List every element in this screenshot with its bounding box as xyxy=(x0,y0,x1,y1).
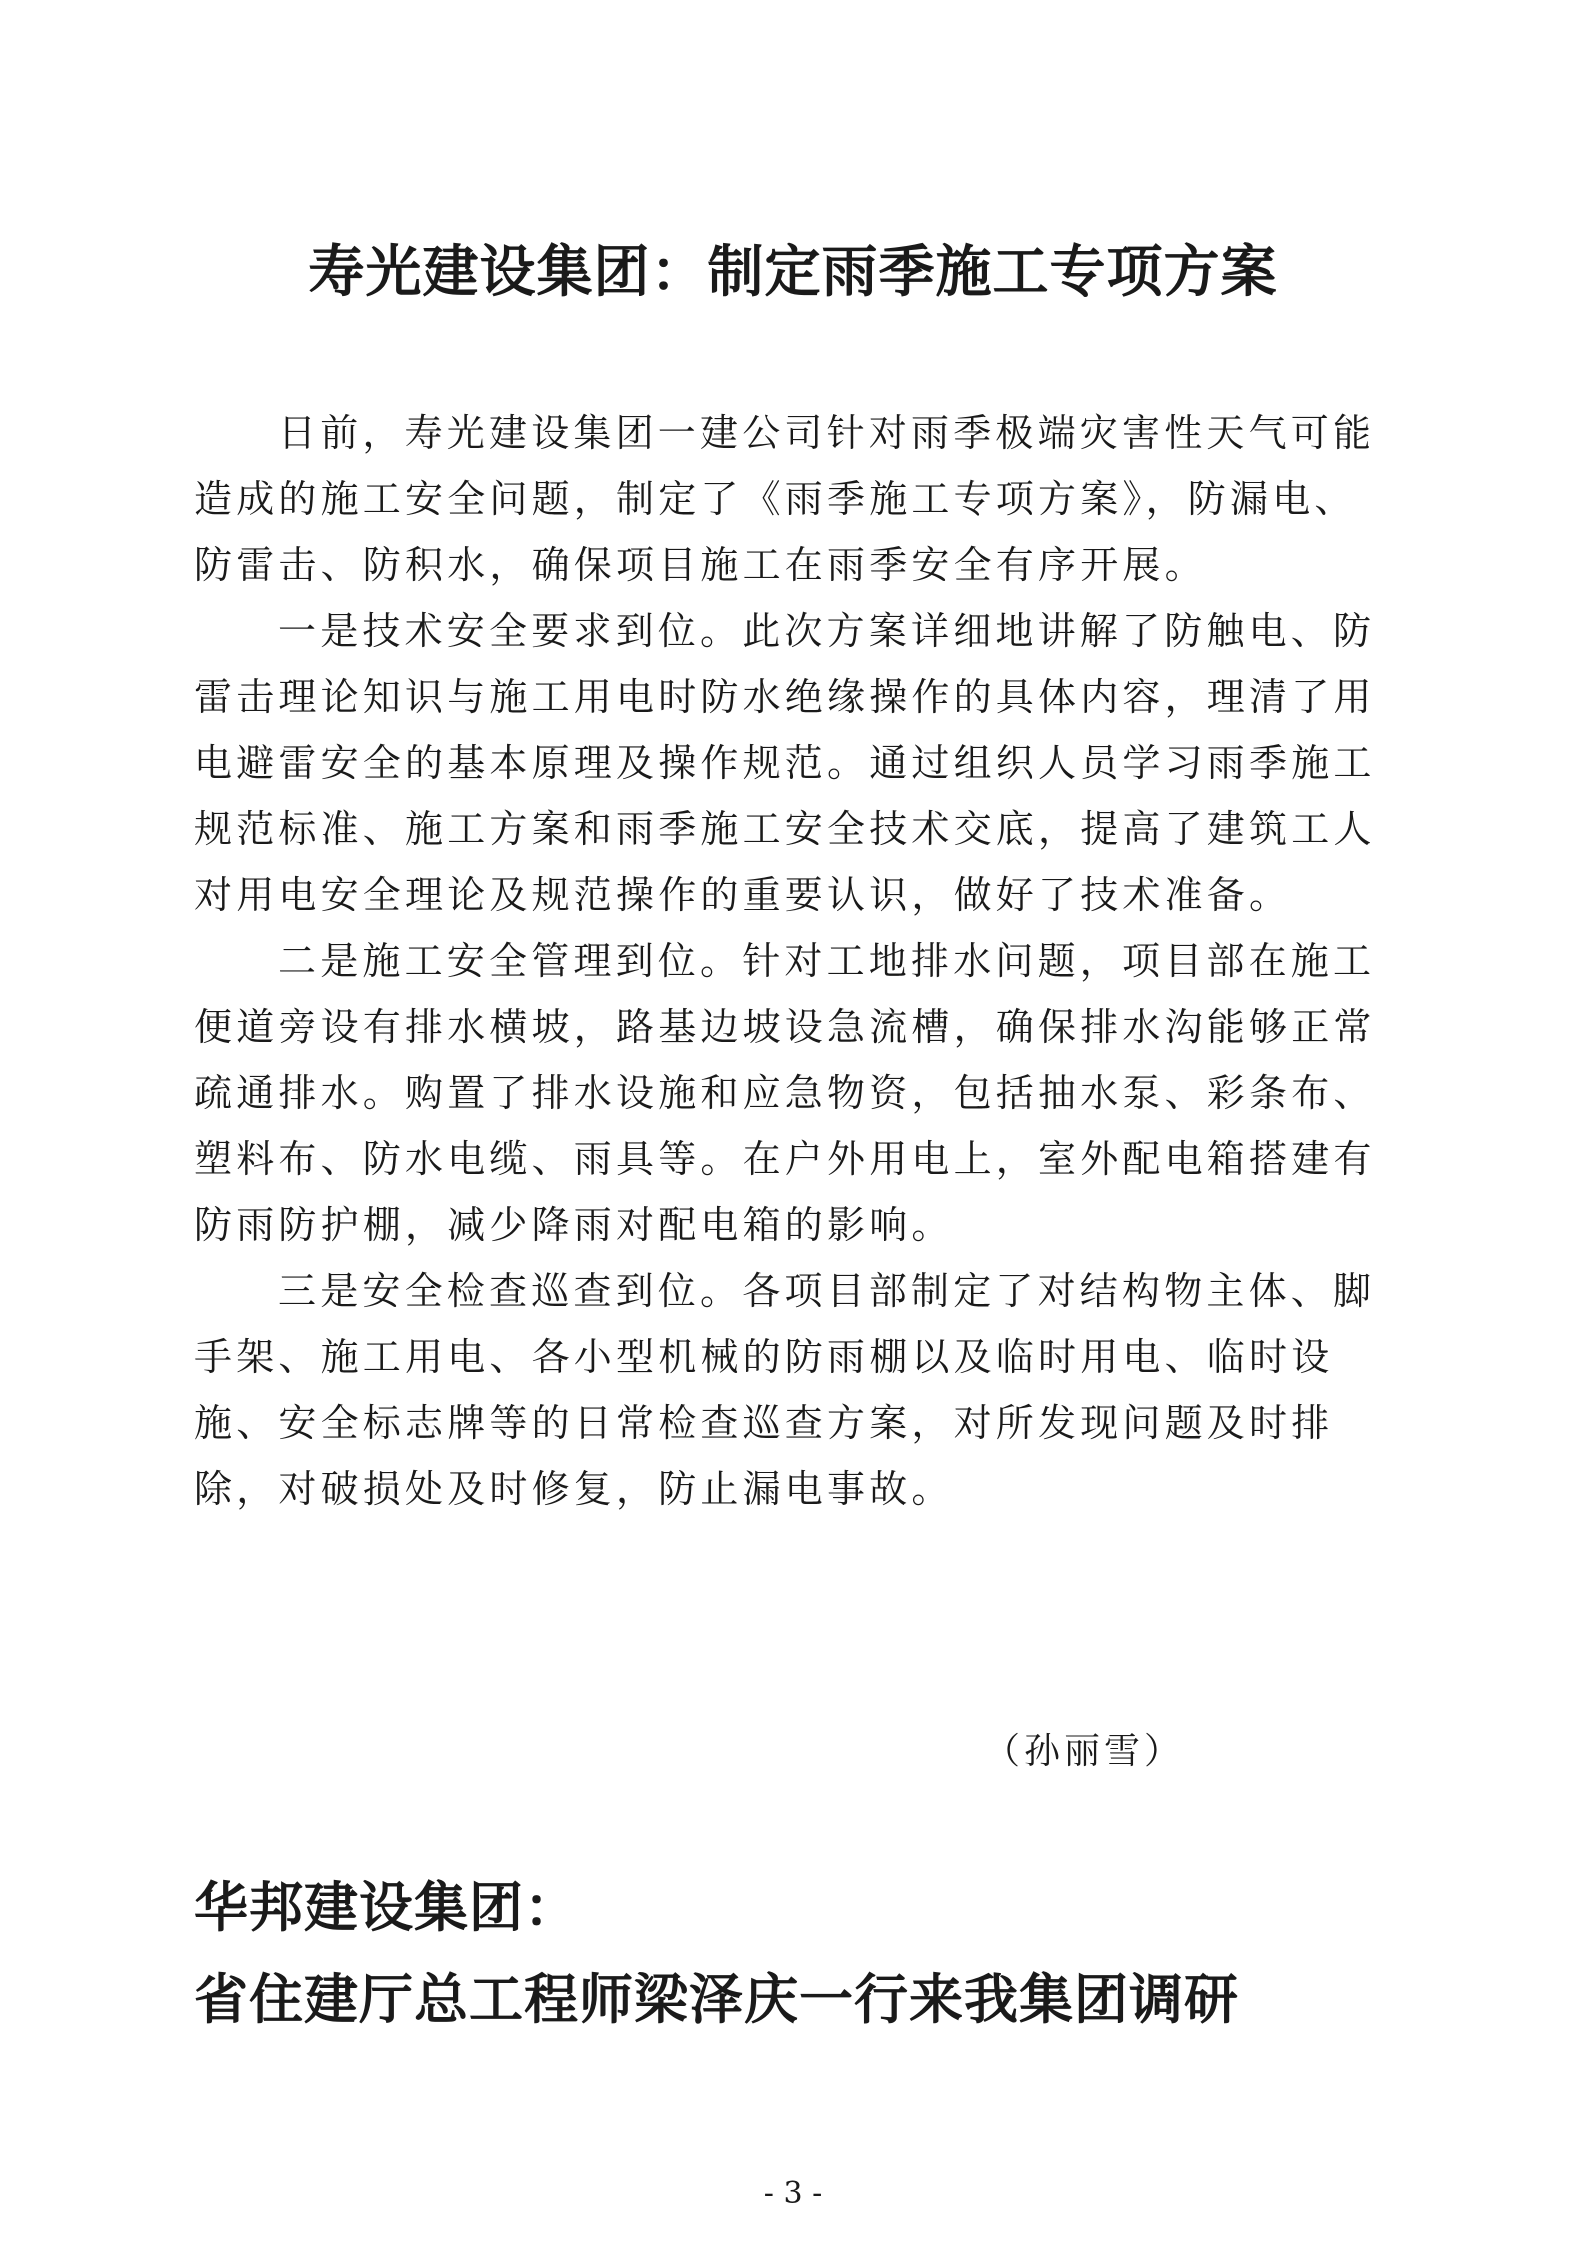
paragraph-technical-safety xyxy=(194,598,1394,928)
paragraph-inspection xyxy=(194,1258,1394,1522)
paragraph-line: 除，对破损处及时修复，防止漏电事故。 xyxy=(194,1467,954,1511)
next-article-heading-line1: 华邦建设集团： xyxy=(194,1876,579,1939)
paragraph-line: 对用电安全理论及规范操作的重要认识，做好了技术准备。 xyxy=(194,873,1292,917)
article-author: （孙丽雪） xyxy=(984,1731,1185,1772)
paragraph-line: 电避雷安全的基本原理及操作规范。通过组织人员学习雨季施工 xyxy=(194,741,1376,785)
paragraph-construction-management xyxy=(194,928,1394,1258)
article-body xyxy=(194,400,1394,1522)
paragraph-line: 疏通排水。购置了排水设施和应急物资，包括抽水泵、彩条布、 xyxy=(194,1071,1376,1115)
article-title: 寿光建设集团：制定雨季施工专项方案 xyxy=(308,239,1278,305)
paragraph-line: 防雨防护棚，减少降雨对配电箱的影响。 xyxy=(194,1203,954,1247)
paragraph-intro xyxy=(194,400,1394,598)
next-article-heading-line2: 省住建厅总工程师梁泽庆一行来我集团调研 xyxy=(194,1968,1239,2031)
paragraph-line: 便道旁设有排水横坡，路基边坡设急流槽，确保排水沟能够正常 xyxy=(194,1005,1376,1049)
paragraph-line: 造成的施工安全问题，制定了《雨季施工专项方案》，防漏电、 xyxy=(194,477,1357,521)
paragraph-line: 塑料布、防水电缆、雨具等。在户外用电上，室外配电箱搭建有 xyxy=(194,1137,1376,1181)
paragraph-line: 二是施工安全管理到位。针对工地排水问题，项目部在施工 xyxy=(278,939,1376,983)
page-number: - 3 - xyxy=(763,2176,823,2211)
paragraph-line: 三是安全检查巡查到位。各项目部制定了对结构物主体、脚 xyxy=(278,1269,1376,1313)
paragraph-line: 雷击理论知识与施工用电时防水绝缘操作的具体内容，理清了用 xyxy=(194,675,1376,719)
next-article-heading xyxy=(194,1862,1444,2046)
paragraph-line: 一是技术安全要求到位。此次方案详细地讲解了防触电、防 xyxy=(278,609,1376,653)
paragraph-line: 日前，寿光建设集团一建公司针对雨季极端灾害性天气可能 xyxy=(278,411,1376,455)
paragraph-line: 规范标准、施工方案和雨季施工安全技术交底，提高了建筑工人 xyxy=(194,807,1376,851)
paragraph-line: 手架、施工用电、各小型机械的防雨棚以及临时用电、临时设 xyxy=(194,1335,1334,1379)
paragraph-line: 防雷击、防积水，确保项目施工在雨季安全有序开展。 xyxy=(194,543,1207,587)
paragraph-line: 施、安全标志牌等的日常检查巡查方案，对所发现问题及时排 xyxy=(194,1401,1334,1445)
